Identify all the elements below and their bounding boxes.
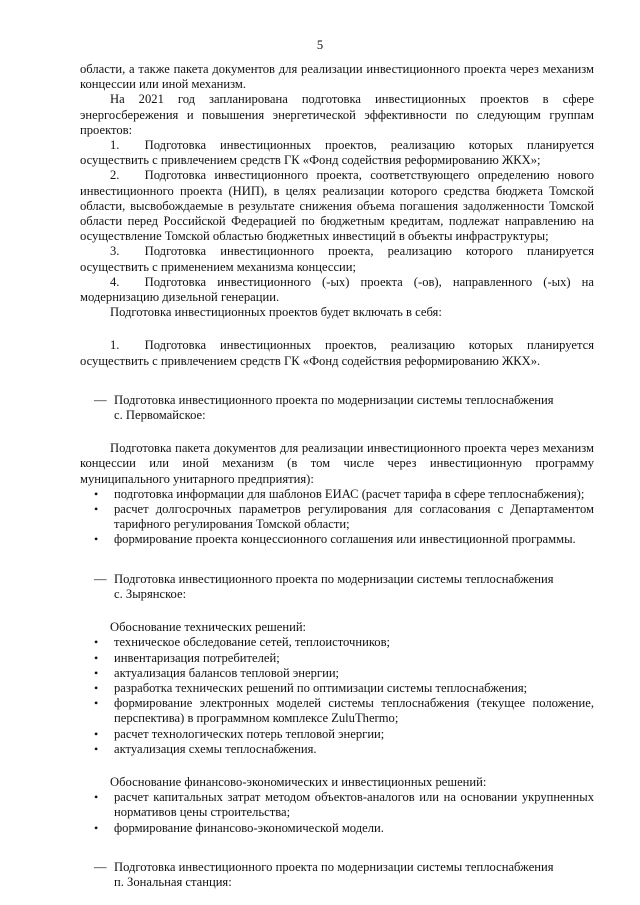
- bullet-icon: •: [94, 486, 99, 501]
- list-item: • формирование финансово-экономической модели.: [94, 820, 384, 835]
- dash-mark: —: [94, 392, 107, 407]
- project-3-title-line2: п. Зональная станция:: [114, 874, 232, 889]
- bullet-icon: •: [94, 741, 99, 756]
- section-1-heading: 1. Подготовка инвестиционных проектов, реализацию которых планируется осуществить с привлечением средств ГК «Фонд содействия реформированию ЖКХ».: [80, 338, 594, 368]
- bullet-icon: •: [94, 680, 99, 695]
- list-item: • формирование проекта концессионного соглашения или инвестиционной программы.: [94, 532, 576, 547]
- project-1-title: [80, 393, 594, 408]
- project-1-title-line1: Подготовка инвестиционного проекта по модернизации системы теплоснабжения: [114, 392, 554, 407]
- project-2-tech-list: [80, 635, 594, 757]
- bullet-icon: •: [94, 502, 99, 517]
- list-item: • актуализация схемы теплоснабжения.: [94, 741, 317, 756]
- list-item: • расчет долгосрочных параметров регулирования для согласования с Департаментом тарифного регулирования Томской области;: [94, 502, 594, 532]
- bullet-icon: •: [94, 726, 99, 741]
- project-group-2: 2. Подготовка инвестиционного проекта, соответствующего определению нового инвестиционного проекта (НИП), в целях реализации которого средства бюджета Томской области, высвобождаемые в результате снижения объема погашения задолженности Томской области перед Российской Федерацией по бюджетным кредитам, подлежат направлению на осуществление Томской областью бюджетных инвестиций в объекты инфраструктуры;: [80, 168, 594, 244]
- project-2-title: [80, 572, 594, 587]
- document-body: [80, 62, 594, 890]
- project-group-1: 1. Подготовка инвестиционных проектов, реализацию которых планируется осуществить с привлечением средств ГК «Фонд содействия реформированию ЖКХ»;: [80, 138, 594, 168]
- bullet-icon: •: [94, 650, 99, 665]
- list-item: • формирование электронных моделей системы теплоснабжения (текущее положение, перспектива) в программном комплексе ZuluThermo;: [94, 696, 594, 726]
- dash-mark: —: [94, 571, 107, 586]
- list-item: • техническое обследование сетей, теплоисточников;: [94, 635, 391, 650]
- project-2-title-line1: Подготовка инвестиционного проекта по модернизации системы теплоснабжения: [114, 571, 554, 586]
- list-item: • разработка технических решений по оптимизации системы теплоснабжения;: [94, 680, 528, 695]
- bullet-icon: •: [94, 532, 99, 547]
- bullet-icon: •: [94, 696, 99, 711]
- project-group-3: 3. Подготовка инвестиционного проекта, реализацию которого планируется осуществить с применением механизма концессии;: [80, 244, 594, 274]
- list-item: • расчет капитальных затрат методом объектов-аналогов или на основании укрупненных нормативов цены строительства;: [94, 790, 594, 820]
- paragraph-continuation: области, а также пакета документов для реализации инвестиционного проекта через механизм концессии или иной механизм.: [80, 62, 594, 92]
- bullet-icon: •: [94, 665, 99, 680]
- project-2-title-line2: с. Зырянское:: [114, 586, 187, 601]
- project-3-title-line1: Подготовка инвестиционного проекта по модернизации системы теплоснабжения: [114, 859, 554, 874]
- project-2-fin-heading: Обоснование финансово-экономических и инвестиционных решений:: [110, 774, 487, 789]
- list-item: • подготовка информации для шаблонов ЕИАС (расчет тарифа в сфере теплоснабжения);: [94, 486, 585, 501]
- bullet-icon: •: [94, 635, 99, 650]
- list-item: • актуализация балансов тепловой энергии;: [94, 665, 340, 680]
- page-number: 5: [316, 38, 324, 52]
- project-3-title: [80, 860, 594, 875]
- bullet-icon: •: [94, 820, 99, 835]
- list-item: • инвентаризация потребителей;: [94, 650, 280, 665]
- project-1-intro: Подготовка пакета документов для реализации инвестиционного проекта через механизм концессии или иной механизм (в том числе через инвестиционную программу муниципального унитарного предприятия):: [80, 441, 594, 486]
- project-2-tech-heading: Обоснование технических решений:: [110, 620, 307, 635]
- list-item: • расчет технологических потерь тепловой энергии;: [94, 726, 385, 741]
- project-1-bullet-list: [80, 487, 594, 548]
- bullet-icon: •: [94, 790, 99, 805]
- dash-mark: —: [94, 859, 107, 874]
- project-1-title-line2: с. Первомайское:: [114, 408, 206, 423]
- paragraph-includes: Подготовка инвестиционных проектов будет включать в себя:: [110, 305, 442, 320]
- paragraph-plan-2021: На 2021 год запланирована подготовка инвестиционных проектов в сфере энергосбережения и повышения энергетической эффективности по следующим группам проектов:: [80, 92, 594, 137]
- project-group-4: 4. Подготовка инвестиционного (-ых) проекта (-ов), направленного (-ых) на модернизацию дизельной генерации.: [80, 274, 594, 305]
- project-2-fin-list: [80, 790, 594, 836]
